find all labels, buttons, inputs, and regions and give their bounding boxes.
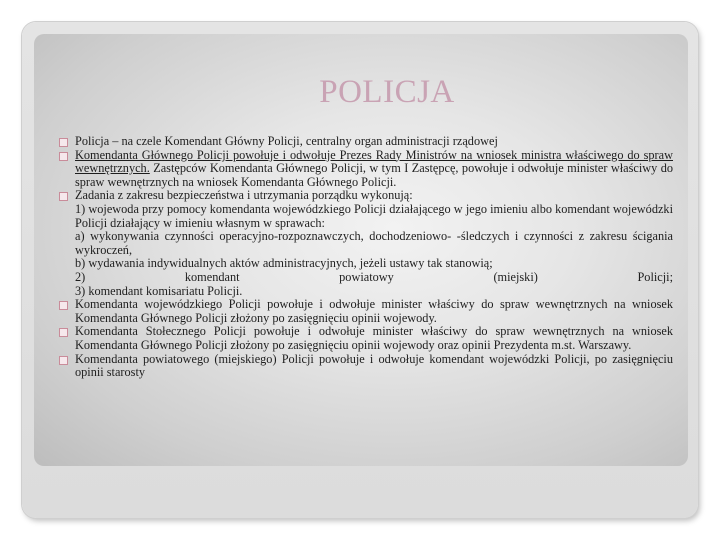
bullet-marker-icon [59,328,68,337]
bullet-item [59,353,673,380]
bullet-text: Komendanta powiatowego (miejskiego) Policji powołuje i odwołuje komendant wojewódzki Policji, po zasięgnięciu opinii starosty [75,351,673,380]
bullet-text: Komendanta wojewódzkiego Policji powołuje i odwołuje minister właściwy do spraw wewnętrznych na wniosek Komendanta Głównego Policji złożony po zasięgnięciu opinii wojewody. [75,297,673,325]
bullet-text: Komendanta Stołecznego Policji powołuje i odwołuje minister właściwy do spraw wewnętrznych na wniosek Komendanta Głównego Policji złożony po zasięgnięciu opinii wojewody oraz opinii Prezydenta m.st. Warszawy. [75,324,673,352]
bullet-marker-icon [59,192,68,201]
sub-list [59,203,673,298]
bullet-marker-icon [59,152,68,161]
bullet-marker-icon [59,138,68,147]
bullet-marker-icon [59,301,68,310]
bullet-text: Zadania z zakresu bezpieczeństwa i utrzymania porządku wykonują: [75,188,413,203]
bullet-item [59,149,673,190]
sub-item: 3) komendant komisariatu Policji. [75,283,243,298]
slide-title: POLICJA [319,74,455,110]
bullet-item [59,298,673,325]
sub-item: a) wykonywania czynności operacyjno-rozpoznawczych, dochodzeniowo- -śledczych i czynności z zakresu ścigania wykroczeń, [75,229,673,257]
bullet-text: Zastępców Komendanta Głównego Policji, w tym I Zastępcę, powołuje i odwołuje minister właściwy do spraw wewnętrznych na wniosek Komendanta Głównego Policji. [75,161,673,189]
bullet-text: Policja – na czele Komendant Główny Policji, centralny organ administracji rządowej [75,134,498,148]
bullet-item [59,325,673,352]
bullet-marker-icon [59,356,68,365]
sub-item: 1) wojewoda przy pomocy komendanta wojewódzkiego Policji działającego w jego imieniu albo komendant wojewódzki Policji działający w imieniu własnym w sprawach: [75,201,673,230]
slide-content [59,135,673,380]
sub-item: 2) komendant powiatowy (miejski) Policji; [75,269,673,284]
sub-item: b) wydawania indywidualnych aktów administracyjnych, jeżeli ustawy tak stanowią; [75,256,493,271]
bullet-item [59,189,673,203]
bullet-text-underlined: Komendanta Głównego Policji powołuje i odwołuje Prezes Rady Ministrów na wniosek ministra właściwego do spraw wewnętrznych. [75,147,673,176]
bullet-item [59,135,673,149]
